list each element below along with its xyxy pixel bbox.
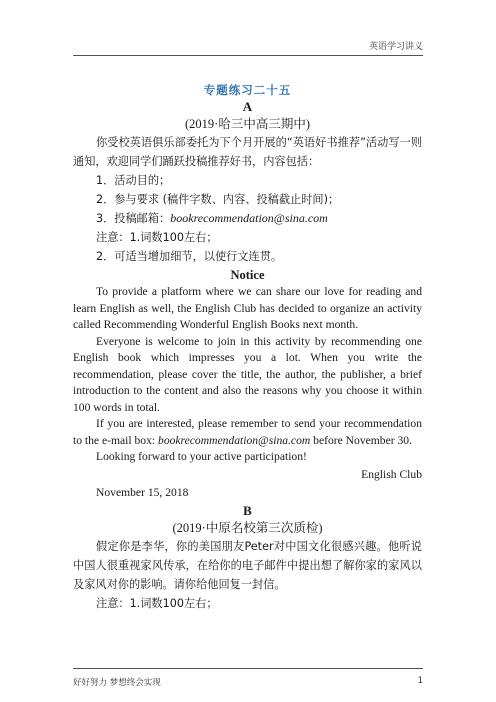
section-a-letter: A (242, 99, 253, 114)
header-divider (73, 55, 423, 56)
notice-title: Notice (230, 268, 265, 282)
section-a-item-3 (73, 209, 422, 228)
item-3-label: 3．投稿邮箱： (96, 212, 171, 225)
para-3-email: bookrecommendation@sina.com (158, 433, 311, 447)
notice-paragraph-3 (73, 416, 422, 449)
page-content (73, 82, 422, 613)
footer-slogan: 好好努力 梦想终会实现 (73, 678, 161, 688)
header-label: 英语学习讲义 (368, 42, 423, 52)
notice-closing: Looking forward to your active participation! (96, 450, 307, 463)
notice-paragraph-1: To provide a platform where we can share our love for reading and learn English as well, the English Club has decided to organize an activity called Recommending Wonderful English Books next month. (73, 285, 422, 331)
notice-signature: English Club (361, 467, 422, 481)
section-a-note-1: 注意：1.词数100左右； (96, 231, 218, 244)
footer-divider (73, 668, 423, 669)
section-a-note-2: 2．可适当增加细节，以使行文连贯。 (96, 250, 283, 263)
notice-paragraph-2: Everyone is welcome to join in this activity by recommending one English book which impresses you a lot. When you write the recommendation, please cover the title, the author, the publisher, a brief introduction to the content and also the reasons why you choose it within 100 words in total. (73, 334, 422, 414)
para-3-text-a: If you are interested, please remember to send your recommendation to the e-mail box: (73, 417, 422, 447)
item-3-email: bookrecommendation@sina.com (170, 211, 328, 225)
para-3-text-b: before November 30. (310, 433, 412, 447)
section-a-item-2: 2．参与要求 (稿件字数、内容、投稿截止时间)； (96, 193, 340, 206)
section-a-prompt: 你受校英语俱乐部委托为下个月开展的“英语好书推荐”活动写一则通知，欢迎同学们踊跃投稿推荐好书，内容包括： (73, 136, 422, 168)
section-b-letter: B (243, 502, 252, 518)
page-number: 1 (417, 676, 423, 686)
notice-date: November 15, 2018 (96, 485, 189, 499)
section-b-prompt: 假定你是李华，你的美国朋友Peter对中国文化很感兴趣。他听说中国人很重视家风传承，在给你的电子邮件中提出想了解你家的家风以及家风对你的影响。请你给他回复一封信。 (73, 539, 422, 591)
page-title: 专题练习二十五 (203, 83, 292, 97)
section-a-source: (2019·哈三中高三期中) (185, 117, 310, 131)
section-a-item-1: 1．活动目的； (96, 174, 171, 187)
section-b-note-1: 注意：1.词数100左右； (96, 596, 218, 610)
section-b-source: (2019·中原名校第三次质检) (172, 520, 323, 535)
